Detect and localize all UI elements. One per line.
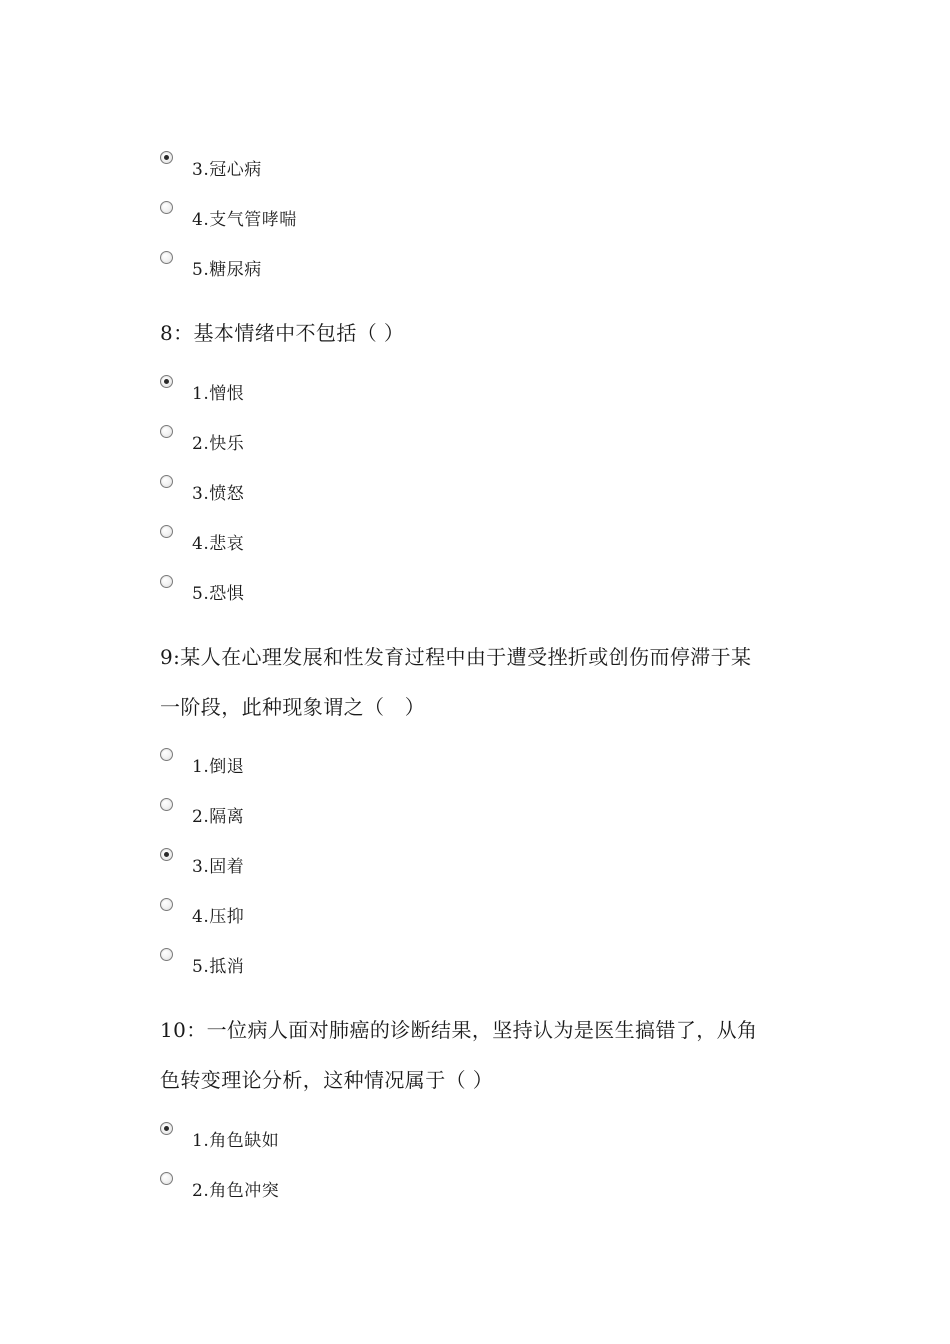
option-label: 5.抵消: [192, 957, 245, 977]
radio-button-icon[interactable]: [160, 425, 173, 438]
radio-button-icon[interactable]: [160, 898, 173, 911]
question-10-text: [160, 1005, 800, 1105]
option-label: 5.糖尿病: [192, 260, 262, 280]
option-label: 4.压抑: [192, 907, 245, 927]
radio-button-icon[interactable]: [160, 798, 173, 811]
radio-button-icon[interactable]: [160, 1172, 173, 1185]
option-label: 1.角色缺如: [192, 1131, 280, 1151]
question-9-text: [160, 632, 800, 732]
option-label: 5.恐惧: [192, 584, 245, 604]
option-label: 3.愤怒: [192, 484, 245, 504]
question-line: 10：一位病人面对肺癌的诊断结果，坚持认为是医生搞错了，从角: [160, 1018, 758, 1042]
option-label: 1.倒退: [192, 757, 245, 777]
radio-button-icon[interactable]: [160, 575, 173, 588]
question-line: 9:某人在心理发展和性发育过程中由于遭受挫折或创伤而停滞于某: [160, 645, 752, 669]
radio-button-icon[interactable]: [160, 201, 173, 214]
question-line: 色转变理论分析，这种情况属于（ ）: [160, 1068, 494, 1092]
question-8-text: [160, 308, 800, 358]
radio-button-checked-icon[interactable]: [160, 848, 173, 861]
radio-button-icon[interactable]: [160, 948, 173, 961]
option-label: 4.悲哀: [192, 534, 245, 554]
radio-button-icon[interactable]: [160, 475, 173, 488]
option-label: 3.冠心病: [192, 160, 262, 180]
option-label: 1.憎恨: [192, 384, 245, 404]
option-label: 2.快乐: [192, 434, 245, 454]
radio-button-icon[interactable]: [160, 251, 173, 264]
option-label: 4.支气管哮喘: [192, 210, 297, 230]
radio-button-checked-icon[interactable]: [160, 151, 173, 164]
option-label: 2.角色冲突: [192, 1181, 280, 1201]
radio-button-icon[interactable]: [160, 525, 173, 538]
option-label: 2.隔离: [192, 807, 245, 827]
radio-button-checked-icon[interactable]: [160, 375, 173, 388]
question-line: 8：基本情绪中不包括（ ）: [160, 321, 405, 345]
radio-button-icon[interactable]: [160, 748, 173, 761]
radio-button-checked-icon[interactable]: [160, 1122, 173, 1135]
question-line: 一阶段，此种现象谓之（ ）: [160, 695, 426, 719]
option-label: 3.固着: [192, 857, 245, 877]
